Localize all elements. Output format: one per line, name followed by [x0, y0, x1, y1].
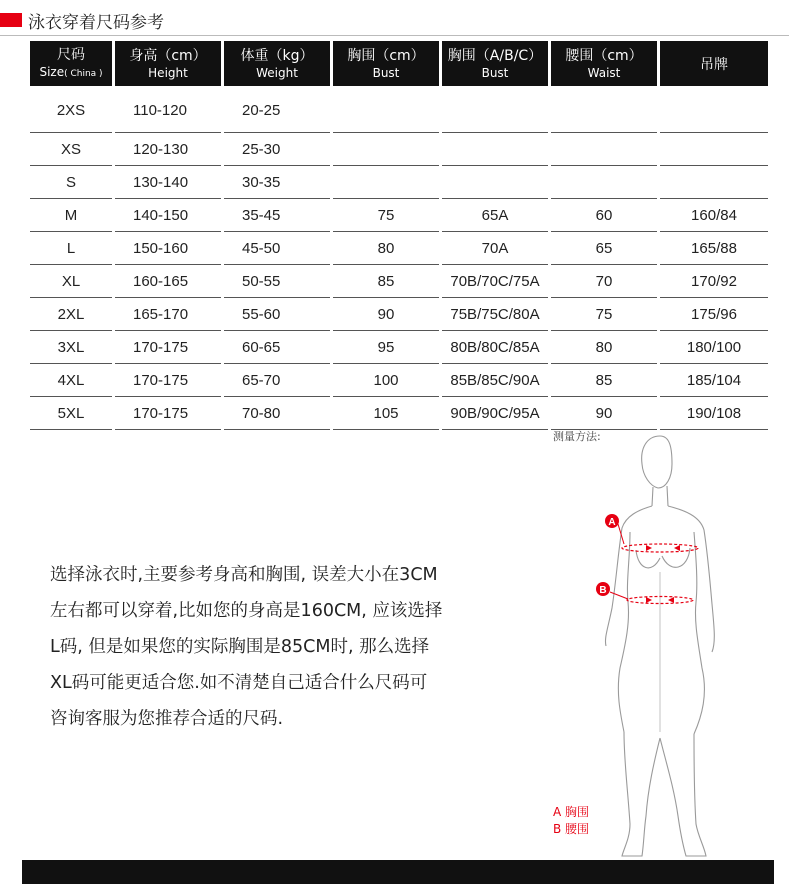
cell-tag: 190/108	[660, 397, 768, 430]
cell-height: 170-175	[115, 397, 221, 430]
cell-weight: 50-55	[224, 265, 330, 298]
legend-bust: A 胸围	[553, 805, 590, 819]
cell-size: XS	[30, 133, 112, 166]
cell-waist: 60	[551, 199, 657, 232]
table-row	[30, 232, 768, 265]
title-bar	[0, 6, 789, 32]
cell-bust-cup: 90B/90C/95A	[442, 397, 548, 430]
cell-waist	[551, 86, 657, 133]
cell-weight: 70-80	[224, 397, 330, 430]
cell-size: 3XL	[30, 331, 112, 364]
header-tag: 吊牌	[660, 41, 768, 86]
legend-waist: B 腰围	[553, 822, 590, 836]
cell-height: 165-170	[115, 298, 221, 331]
cell-weight: 25-30	[224, 133, 330, 166]
cell-weight: 45-50	[224, 232, 330, 265]
header-height: 身高（cm） Height	[115, 41, 221, 86]
table-row	[30, 199, 768, 232]
cell-height: 170-175	[115, 331, 221, 364]
cell-tag	[660, 86, 768, 133]
measure-legend	[553, 804, 589, 838]
cell-size: 4XL	[30, 364, 112, 397]
header-waist: 腰围（cm） Waist	[551, 41, 657, 86]
cell-bust-cup	[442, 133, 548, 166]
cell-bust-cm: 85	[333, 265, 439, 298]
cell-waist	[551, 166, 657, 199]
header-size: 尺码 Size( China )	[30, 41, 112, 86]
cell-bust-cup: 75B/75C/80A	[442, 298, 548, 331]
cell-bust-cup: 80B/80C/85A	[442, 331, 548, 364]
cell-height: 150-160	[115, 232, 221, 265]
header-weight: 体重（kg） Weight	[224, 41, 330, 86]
cell-height: 130-140	[115, 166, 221, 199]
cell-waist: 85	[551, 364, 657, 397]
cell-tag: 160/84	[660, 199, 768, 232]
cell-waist	[551, 133, 657, 166]
table-row	[30, 133, 768, 166]
cell-bust-cm	[333, 133, 439, 166]
svg-text:B: B	[599, 585, 607, 596]
table-row	[30, 364, 768, 397]
cell-bust-cup: 65A	[442, 199, 548, 232]
table-row	[30, 86, 768, 133]
cell-tag	[660, 166, 768, 199]
cell-bust-cm: 75	[333, 199, 439, 232]
cell-tag: 175/96	[660, 298, 768, 331]
cell-bust-cm: 100	[333, 364, 439, 397]
mannequin-outline	[605, 436, 714, 856]
cell-bust-cm: 95	[333, 331, 439, 364]
advice-line: XL码可能更适合您.如不清楚自己适合什么尺码可	[50, 673, 428, 693]
cell-weight: 55-60	[224, 298, 330, 331]
cell-bust-cup: 70B/70C/75A	[442, 265, 548, 298]
mannequin-figure	[590, 432, 740, 862]
cell-bust-cup	[442, 86, 548, 133]
cell-height: 110-120	[115, 86, 221, 133]
cell-bust-cup	[442, 166, 548, 199]
cell-size: 2XL	[30, 298, 112, 331]
size-advice	[50, 557, 530, 737]
cell-size: M	[30, 199, 112, 232]
cell-height: 170-175	[115, 364, 221, 397]
header-bust-cup: 胸围（A/B/C） Bust	[442, 41, 548, 86]
cell-weight: 20-25	[224, 86, 330, 133]
title-divider	[0, 35, 789, 36]
bust-measure-line	[622, 544, 698, 552]
cell-size: L	[30, 232, 112, 265]
cell-waist: 75	[551, 298, 657, 331]
svg-text:A: A	[608, 517, 616, 528]
advice-line: 选择泳衣时,主要参考身高和胸围, 误差大小在3CM	[50, 565, 438, 585]
cell-tag: 180/100	[660, 331, 768, 364]
header-bust-cm: 胸围（cm） Bust	[333, 41, 439, 86]
table-row	[30, 166, 768, 199]
cell-bust-cm: 90	[333, 298, 439, 331]
table-row	[30, 265, 768, 298]
measure-method-label: 测量方法:	[553, 430, 601, 443]
cell-size: 5XL	[30, 397, 112, 430]
cell-height: 140-150	[115, 199, 221, 232]
cell-tag: 165/88	[660, 232, 768, 265]
cell-tag: 170/92	[660, 265, 768, 298]
table-row	[30, 298, 768, 331]
advice-line: 咨询客服为您推荐合适的尺码.	[50, 709, 284, 729]
table-row	[30, 331, 768, 364]
marker-a-icon	[605, 514, 624, 544]
cell-size: 2XS	[30, 86, 112, 133]
table-header-row	[30, 41, 768, 86]
cell-weight: 65-70	[224, 364, 330, 397]
cell-bust-cup: 70A	[442, 232, 548, 265]
marker-b-icon	[596, 582, 628, 599]
cell-tag	[660, 133, 768, 166]
cell-waist: 70	[551, 265, 657, 298]
cell-size: XL	[30, 265, 112, 298]
cell-height: 120-130	[115, 133, 221, 166]
advice-line: L码, 但是如果您的实际胸围是85CM时, 那么选择	[50, 637, 430, 657]
cell-waist: 90	[551, 397, 657, 430]
cell-bust-cup: 85B/85C/90A	[442, 364, 548, 397]
cell-size: S	[30, 166, 112, 199]
cell-weight: 35-45	[224, 199, 330, 232]
cell-bust-cm	[333, 86, 439, 133]
table-row	[30, 397, 768, 430]
cell-bust-cm	[333, 166, 439, 199]
cell-waist: 65	[551, 232, 657, 265]
page-title: 泳衣穿着尺码参考	[28, 13, 164, 33]
cell-tag: 185/104	[660, 364, 768, 397]
cell-waist: 80	[551, 331, 657, 364]
cell-weight: 30-35	[224, 166, 330, 199]
advice-line: 左右都可以穿着,比如您的身高是160CM, 应该选择	[50, 601, 443, 621]
cell-bust-cm: 80	[333, 232, 439, 265]
size-table	[27, 41, 771, 430]
cell-bust-cm: 105	[333, 397, 439, 430]
title-accent-mark	[0, 13, 22, 27]
footer-bar	[22, 860, 774, 884]
cell-height: 160-165	[115, 265, 221, 298]
cell-weight: 60-65	[224, 331, 330, 364]
